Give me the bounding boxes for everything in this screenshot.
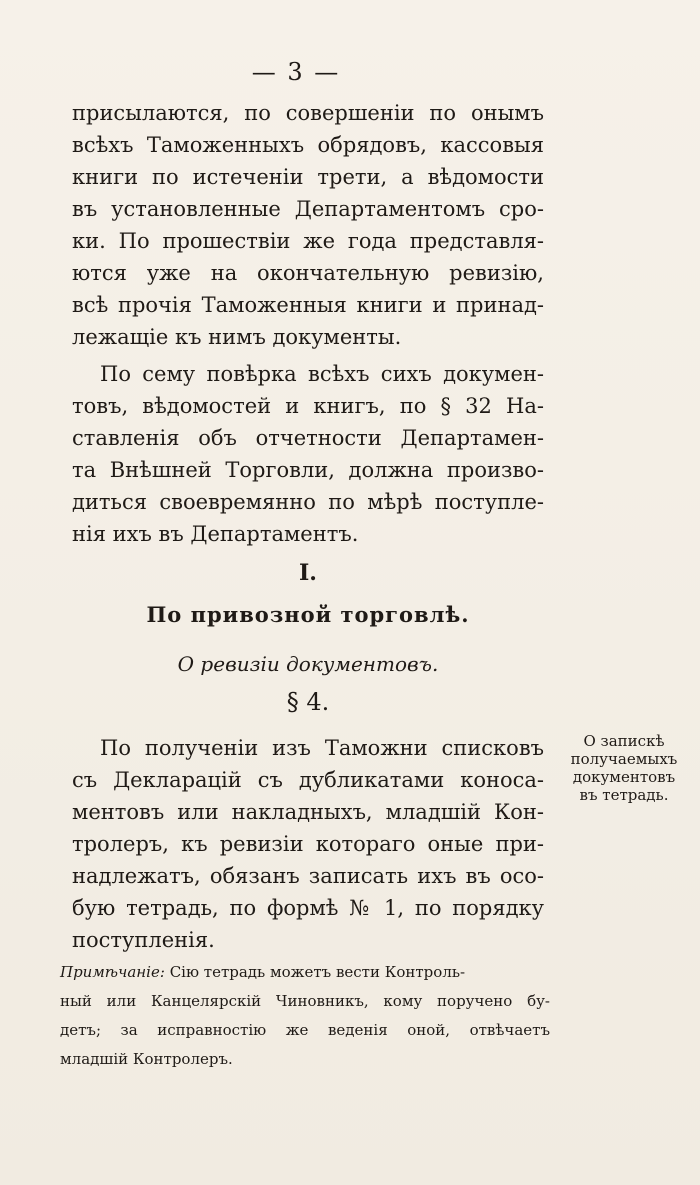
text-line: книги по истеченiи трети, а вѣдомости xyxy=(72,165,544,189)
text-line: бую тетрадь, по формѣ № 1, по порядку xyxy=(72,896,544,920)
margin-note-line: въ тетрадь. xyxy=(579,786,669,804)
margin-note xyxy=(554,732,694,804)
section-subtitle: О ревизiи документовъ. xyxy=(177,652,439,676)
paragraph-2 xyxy=(72,358,544,550)
section-title: По привозной торговлѣ. xyxy=(146,602,470,627)
text-line: товъ, вѣдомостей и книгъ, по § 32 На- xyxy=(72,394,544,418)
footnote-line: детъ; за исправностiю же веденiя оной, отвѣчаетъ xyxy=(60,1021,550,1039)
footnote xyxy=(60,958,550,1074)
text-line: ментовъ или накладныхъ, младшiй Кон- xyxy=(72,800,544,824)
text-line: тролеръ, къ ревизiи котораго оные при- xyxy=(72,832,544,856)
paragraph-mark: § 4. xyxy=(286,688,330,716)
text-line: ки. По прошествiи же года представля- xyxy=(72,229,544,253)
text-line: лежащiе къ нимъ документы. xyxy=(72,325,402,349)
text-line: присылаются, по совершенiи по онымъ xyxy=(72,101,544,125)
text-line: всѣ прочiя Таможенныя книги и принад- xyxy=(72,293,544,317)
footnote-text: Сiю тетрадь можетъ вести Контроль- xyxy=(169,963,466,981)
text-line: въ установленные Департаментомъ сро- xyxy=(72,197,544,221)
text-line: поступленiя. xyxy=(72,928,215,952)
page-number: — 3 — xyxy=(251,58,341,86)
footnote-line: младшiй Контролеръ. xyxy=(60,1050,233,1068)
text-line: ставленiя объ отчетности Департамен- xyxy=(72,426,544,450)
text-line: та Внѣшней Торговли, должна произво- xyxy=(72,458,544,482)
paragraph-3 xyxy=(72,732,544,956)
text-line: съ Декларацiй съ дубликатами коноса- xyxy=(72,768,544,792)
footnote-line: ный или Канцелярскiй Чиновникъ, кому поручено бу- xyxy=(60,992,550,1010)
text-line: надлежатъ, обязанъ записать ихъ въ осо- xyxy=(72,864,544,888)
text-line: нiя ихъ въ Департаментъ. xyxy=(72,522,359,546)
margin-note-line: получаемыхъ xyxy=(570,750,678,768)
section-number: I. xyxy=(299,560,317,586)
text-line: ются уже на окончательную ревизiю, xyxy=(72,261,544,285)
margin-note-line: О запискѣ xyxy=(583,732,665,750)
paragraph-1 xyxy=(72,97,544,353)
text-line: По полученiи изъ Таможни списковъ xyxy=(100,736,544,760)
text-line: диться своевремянно по мѣрѣ поступле- xyxy=(72,490,544,514)
text-line: всѣхъ Таможенныхъ обрядовъ, кассовыя xyxy=(72,133,544,157)
text-line: По сему повѣрка всѣхъ сихъ докумен- xyxy=(100,362,544,386)
footnote-first-line xyxy=(60,958,550,987)
margin-note-line: документовъ xyxy=(572,768,676,786)
footnote-label: Примѣчанiе: xyxy=(60,963,165,981)
